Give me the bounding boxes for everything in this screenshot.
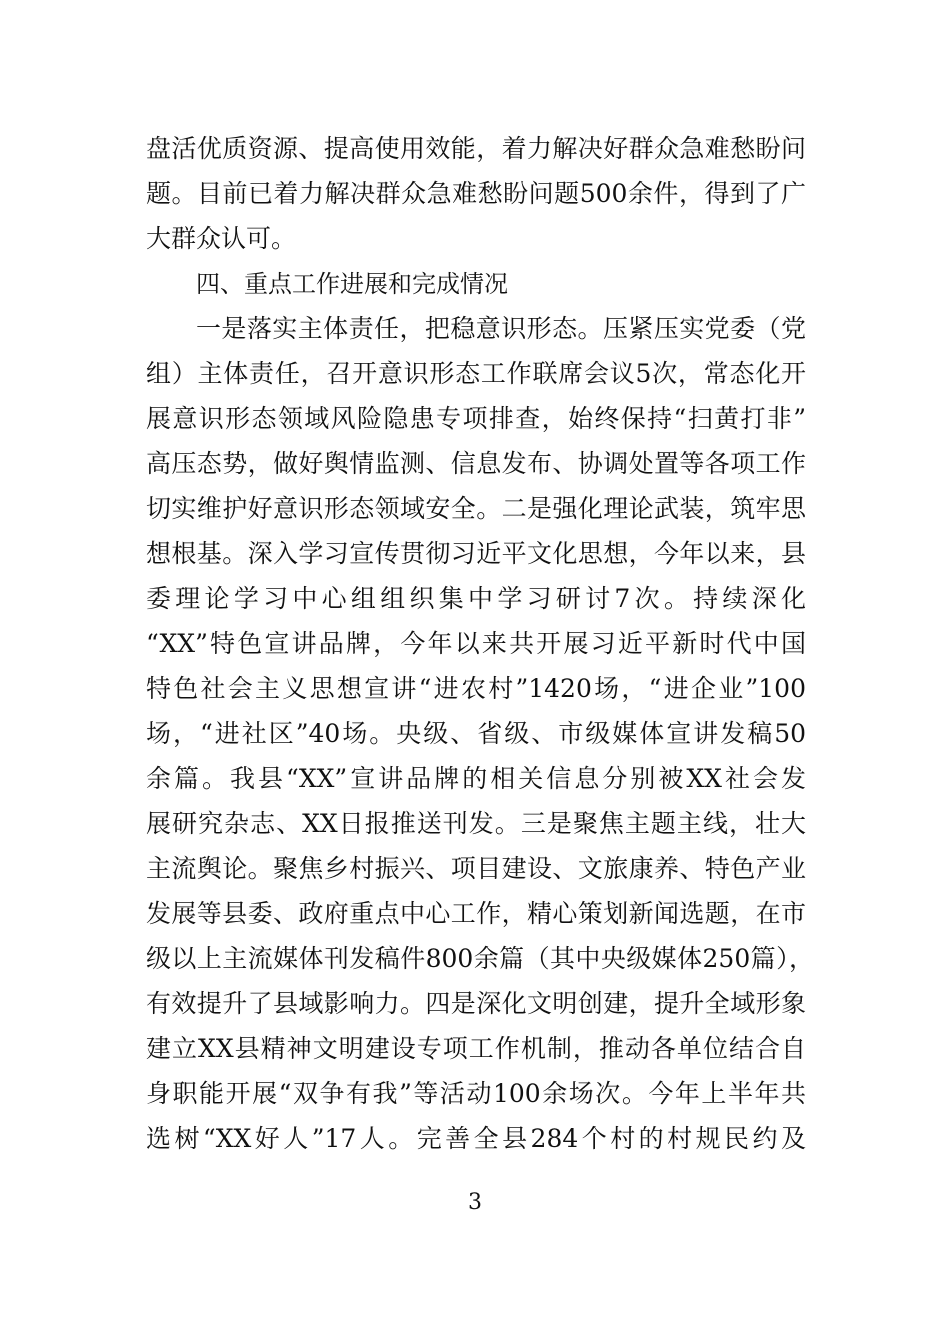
text-line: 题。目前已着力解决群众急难愁盼问题500余件，得到了广 [146, 179, 806, 208]
section-heading: 四、重点工作进展和完成情况 [196, 270, 508, 298]
text-line: 场，“进社区”40场。央级、省级、市级媒体宣讲发稿50 [146, 719, 806, 748]
text-line: 想根基。深入学习宣传贯彻习近平文化思想，今年以来，县 [146, 539, 806, 568]
text-line: 盘活优质资源、提高使用效能，着力解决好群众急难愁盼问 [146, 134, 806, 163]
text-line: 特色社会主义思想宣讲“进农村”1420场，“进企业”100 [146, 674, 806, 703]
text-line: 主流舆论。聚焦乡村振兴、项目建设、文旅康养、特色产业 [146, 854, 806, 883]
text-line: 有效提升了县域影响力。四是深化文明创建，提升全域形象 [146, 989, 806, 1018]
text-line: 发展等县委、政府重点中心工作，精心策划新闻选题，在市 [146, 899, 806, 928]
text-line: 选树“XX好人”17人。完善全县284个村的村规民约及 [146, 1124, 806, 1153]
text-line: 展意识形态领域风险隐患专项排查，始终保持“扫黄打非” [146, 404, 806, 433]
text-line: 级以上主流媒体刊发稿件800余篇（其中央级媒体250篇）， [146, 944, 814, 973]
text-line: “XX”特色宣讲品牌，今年以来共开展习近平新时代中国 [146, 629, 806, 658]
text-line: 身职能开展“双争有我”等活动100余场次。今年上半年共 [146, 1079, 806, 1108]
text-line: 切实维护好意识形态领域安全。二是强化理论武装，筑牢思 [146, 494, 806, 523]
text-line: 组）主体责任，召开意识形态工作联席会议5次，常态化开 [146, 359, 806, 388]
text-line: 余篇。我县“XX”宣讲品牌的相关信息分别被XX社会发 [146, 764, 806, 793]
text-line: 一是落实主体责任，把稳意识形态。压紧压实党委（党 [196, 314, 806, 343]
page-number: 3 [468, 1190, 482, 1215]
text-line: 建立XX县精神文明建设专项工作机制，推动各单位结合自 [146, 1034, 806, 1063]
text-line: 高压态势，做好舆情监测、信息发布、协调处置等各项工作 [146, 449, 806, 478]
text-line: 展研究杂志、XX日报推送刊发。三是聚焦主题主线，壮大 [146, 809, 806, 838]
text-line: 大群众认可。 [146, 224, 297, 253]
text-line: 委理论学习中心组组织集中学习研讨7次。持续深化 [146, 584, 806, 613]
